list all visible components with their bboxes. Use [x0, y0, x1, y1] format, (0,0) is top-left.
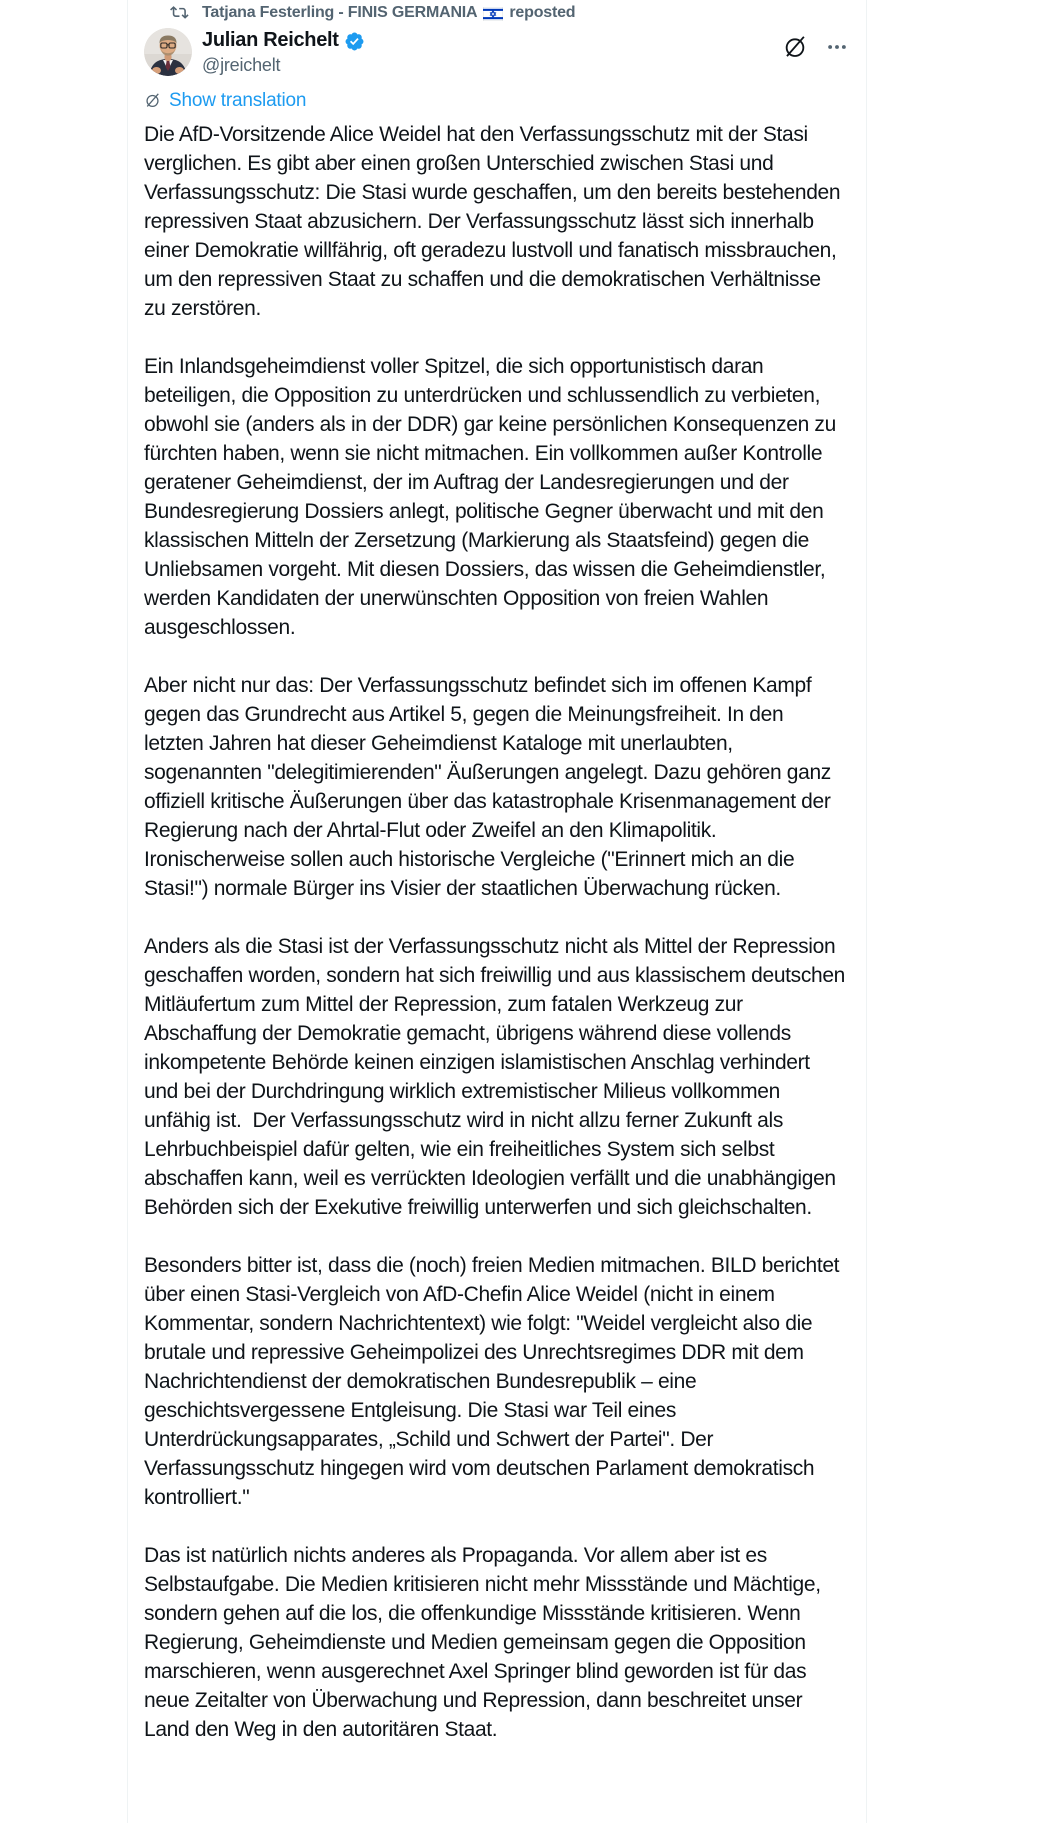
- tweet-paragraph: Besonders bitter ist, dass die (noch) freien Medien mitmachen. BILD berichtet über einen Stasi-Vergleich von AfD-Chefin Alice Weidel (nicht in einem Kommentar, sondern Nachrichtentext) wie folgt: "Weidel vergleicht also die brutale und repressive Geheimpolizei des Unrechtsregimes DDR mit dem Nachrichtendienst der demokratischen Bundesrepublik – eine geschichtsvergessene Entgleisung. Die Stasi war Teil eines Unterdrückungsapparates, „Schild und Schwert der Partei". Der Verfassungsschutz hingegen wird vom deutschen Parlament demokratisch kontrolliert.": [144, 1254, 845, 1509]
- verified-badge-icon: [344, 29, 365, 52]
- tweet-header: [144, 28, 850, 77]
- tweet-card: [127, 0, 867, 1823]
- tweet-paragraph: Das ist natürlich nichts anderes als Propaganda. Vor allem aber ist es Selbstaufgabe. Die Medien kritisieren nicht mehr Missstände und Mächtige, sondern gehen auf die los, die offenkundige Missstände kritisieren. Wenn Regierung, Geheimdienste und Medien gemeinsam gegen die Opposition marschieren, wenn ausgerechnet Axel Springer blind geworden ist für das neue Zeitalter von Überwachung und Repression, dann beschreitet unser Land den Weg in den autoritären Staat.: [144, 1544, 827, 1741]
- translate-icon: [144, 92, 161, 109]
- reposter-name[interactable]: Tatjana Festerling - FINIS GERMANIA: [202, 4, 478, 21]
- author-handle[interactable]: @jreichelt: [202, 55, 281, 75]
- reposted-label: reposted: [509, 4, 576, 21]
- grok-icon[interactable]: [782, 34, 808, 60]
- more-icon[interactable]: [826, 36, 848, 58]
- repost-icon-gutter: [144, 3, 192, 22]
- tweet-paragraph: Anders als die Stasi ist der Verfassungsschutz nicht als Mittel der Repression geschaffen worden, sondern hat sich freiwillig und aus klassischem deutschen Mitläufertum zum Mittel der Repression, zum fatalen Werkzeug zur Abschaffung der Demokratie gemacht, übrigens während diese vollends inkompetente Behörde keinen einzigen islamistischen Anschlag verhindert und bei der Durchdringung wirklich extremistischer Milieus vollkommen unfähig ist. Der Verfassungsschutz wird in nicht allzu ferner Zukunft als Lehrbuchbeispiel dafür gelten, wie ein freiheitliches System sich selbst abschaffen kann, weil es verrückten Ideologien verfällt und die unabhängigen Behörden sich der Exekutive freiwillig unterwerfen und sich gleichschalten.: [144, 935, 851, 1219]
- show-translation-label[interactable]: Show translation: [169, 90, 307, 111]
- show-translation-button[interactable]: [144, 90, 850, 111]
- tweet-paragraph: Die AfD-Vorsitzende Alice Weidel hat den Verfassungsschutz mit der Stasi verglichen. Es gibt aber einen großen Unterschied zwischen Stasi und Verfassungsschutz: Die Stasi wurde geschaffen, um den bereits bestehenden repressiven Staat abzusichern. Der Verfassungsschutz lässt sich innerhalb einer Demokratie willfährig, oft geradezu lustvoll und fanatisch missbrauchen, um den repressiven Staat zu schaffen und die demokratischen Verhältnisse zu zerstören.: [144, 123, 846, 320]
- avatar[interactable]: [144, 28, 192, 76]
- tweet-paragraph: Ein Inlandsgeheimdienst voller Spitzel, die sich opportunistisch daran beteiligen, die Opposition zu unterdrücken und schlussendlich zu verbieten, obwohl sie (anders als in der DDR) gar keine persönlichen Konsequenzen zu fürchten haben, wenn sie nicht mitmachen. Ein vollkommen außer Kontrolle geratener Geheimdienst, der im Auftrag der Landesregierungen und der Bundesregierung Dossiers anlegt, politische Gegner überwacht und mit den klassischen Mitteln der Zersetzung (Markierung als Staatsfeind) gegen die Unliebsamen vorgeht. Mit diesen Dossiers, das wissen die Geheimdienstler, werden Kandidaten der unerwünschten Opposition von freien Wahlen ausgeschlossen.: [144, 355, 842, 639]
- tweet-actions: [782, 28, 850, 60]
- author-block: [202, 28, 365, 77]
- repost-text: [202, 3, 575, 22]
- israel-flag-icon: [483, 5, 503, 21]
- retweet-icon: [170, 3, 189, 22]
- author-name[interactable]: Julian Reichelt: [202, 29, 339, 51]
- tweet-body: [144, 120, 851, 1744]
- tweet-paragraph: Aber nicht nur das: Der Verfassungsschutz befindet sich im offenen Kampf gegen das Grundrecht aus Artikel 5, gegen die Meinungsfreiheit. In den letzten Jahren hat dieser Geheimdienst Kataloge mit unerlaubten, sogenannten "delegitimierenden" Äußerungen angelegt. Dazu gehören ganz offiziell kritische Äußerungen über das katastrophale Krisenmanagement der Regierung nach der Ahrtal-Flut oder Zweifel an den Klimapolitik. Ironischerweise sollen auch historische Vergleiche ("Erinnert mich an die Stasi!") normale Bürger ins Visier der staatlichen Überwachung rücken.: [144, 674, 837, 900]
- repost-banner: [144, 0, 850, 22]
